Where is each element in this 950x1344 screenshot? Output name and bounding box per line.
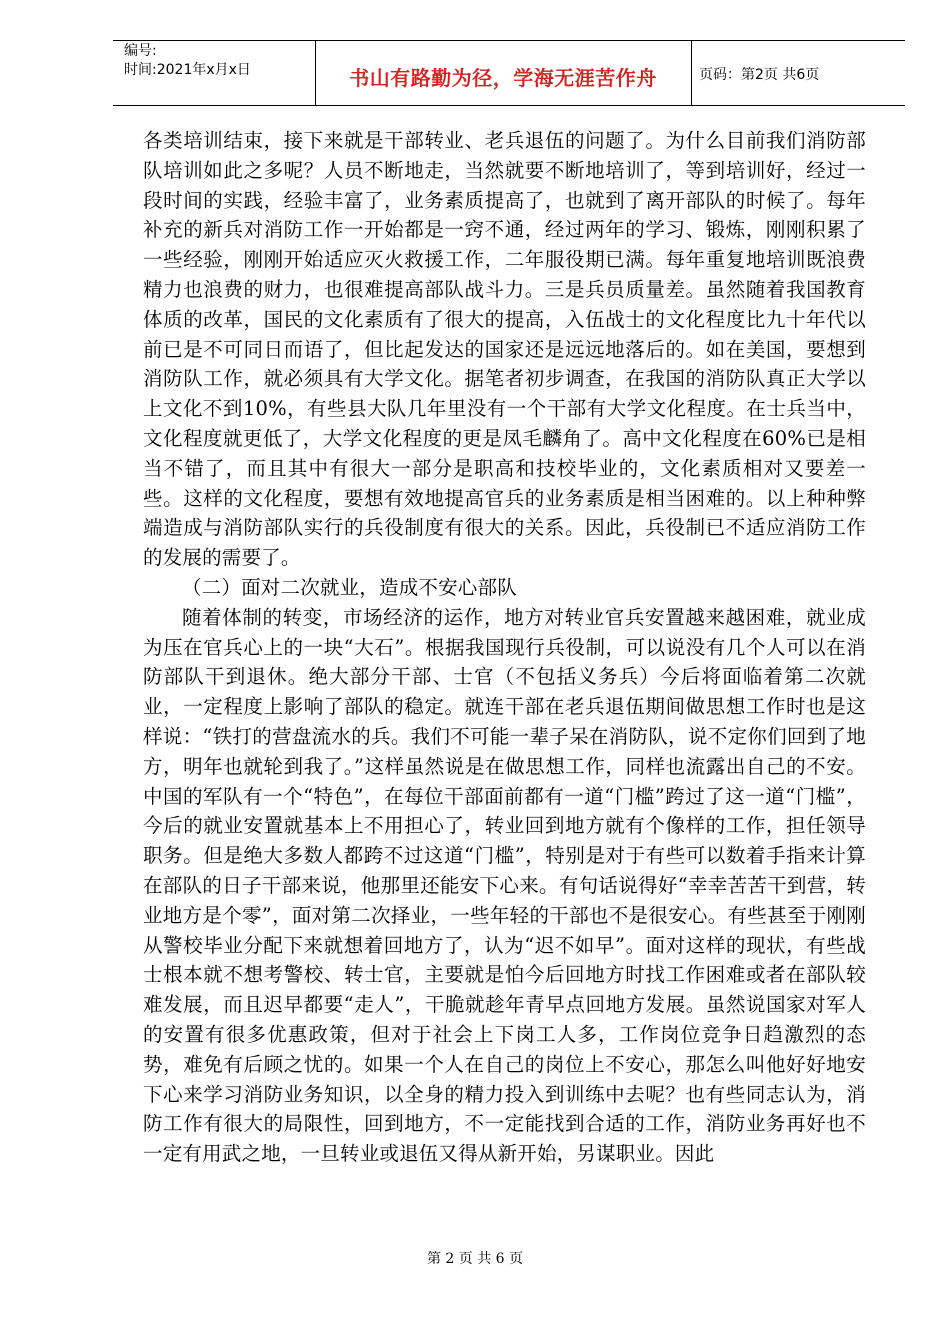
header-time-label: 时间:2021年x月x日: [124, 62, 251, 78]
body-paragraph-2: 随着体制的转变，市场经济的运作，地方对转业官兵安置越来越困难，就业成为压在官兵心上的一块“大石”。根据我国现行兵役制，可以说没有几个人可以在消防部队干到退休。绝大部分干部、士官（不包括义务兵）今后将面临着第二次就业，一定程度上影响了部队的稳定。就连干部在老兵退伍期间做思想工作时也是这样说：“铁打的营盘流水的兵。我们不可能一辈子呆在消防队，说不定你们回到了地方，明年也就轮到我了。”这样虽然说是在做思想工作，同样也流露出自己的不安。中国的军队有一个“特色”，在每位干部面前都有一道“门槛”跨过了这一道“门槛”，今后的就业安置就基本上不用担心了，转业回到地方就有个像样的工作，担任领导职务。但是绝大多数人都跨不过这道“门槛”，特别是对于有些可以数着手指来计算在部队的日子干部来说，他那里还能安下心来。有句话说得好“幸幸苦苦干到营，转业地方是个零”，面对第二次择业，一些年轻的干部也不是很安心。有些甚至于刚刚从警校毕业分配下来就想着回地方了，认为“迟不如早”。面对这样的现状，有些战士根本就不想考警校、转士官，主要就是怕今后回地方时找工作困难或者在部队较难发展，而且迟早都要“走人”，干脆就趁年青早点回地方发展。虽然说国家对军人的安置有很多优惠政策，但对于社会上下岗工人多，工作岗位竞争日趋激烈的态势，难免有后顾之忧的。如果一个人在自己的岗位上不安心，那怎么叫他好好地安下心来学习消防业务知识，以全身的精力投入到训练中去呢？也有些同志认为，消防工作有很大的局限性，回到地方，不一定能找到合适的工作，消防业务再好也不一定有用武之地，一旦转业或退伍又得从新开始，另谋职业。因此: [143, 605, 866, 1166]
page-footer: 第 2 页 共 6 页: [426, 1251, 524, 1267]
document-body: [143, 126, 866, 1169]
header-meta: [124, 42, 251, 80]
page-header: [113, 40, 905, 106]
header-motto: 书山有路勤为径，学海无涯苦作舟: [349, 66, 657, 90]
header-bottom-rule: [113, 105, 905, 106]
header-page-info: 页码：第2页 共6页: [699, 67, 820, 83]
header-top-rule: [113, 40, 905, 41]
header-divider-right: [691, 40, 692, 106]
section-heading: （二）面对二次就业，造成不安心部队: [182, 575, 517, 599]
body-paragraph-1: 各类培训结束，接下来就是干部转业、老兵退伍的问题了。为什么目前我们消防部队培训如此之多呢？人员不断地走，当然就要不断地培训了，等到培训好，经过一段时间的实践，经验丰富了，业务素质提高了，也就到了离开部队的时候了。每年补充的新兵对消防工作一开始都是一窍不通，经过两年的学习、锻炼，刚刚积累了一些经验，刚刚开始适应灭火救援工作，二年服役期已满。每年重复地培训既浪费精力也浪费的财力，也很难提高部队战斗力。三是兵员质量差。虽然随着我国教育体质的改革，国民的文化素质有了很大的提高，入伍战士的文化程度比九十年代以前已是不可同日而语了，但比起发达的国家还是远远地落后的。如在美国，要想到消防队工作，就必须具有大学文化。据笔者初步调查，在我国的消防队真正大学以上文化不到10%，有些县大队几年里没有一个干部有大学文化程度。在士兵当中，文化程度就更低了，大学文化程度的更是凤毛麟角了。高中文化程度在60%已是相当不错了，而且其中有很大一部分是职高和技校毕业的，文化素质相对又要差一些。这样的文化程度，要想有效地提高官兵的业务素质是相当困难的。以上种种弊端造成与消防部队实行的兵役制度有很大的关系。因此，兵役制已不适应消防工作的发展的需要了。: [143, 129, 866, 570]
header-number-label: 编号:: [124, 43, 157, 59]
